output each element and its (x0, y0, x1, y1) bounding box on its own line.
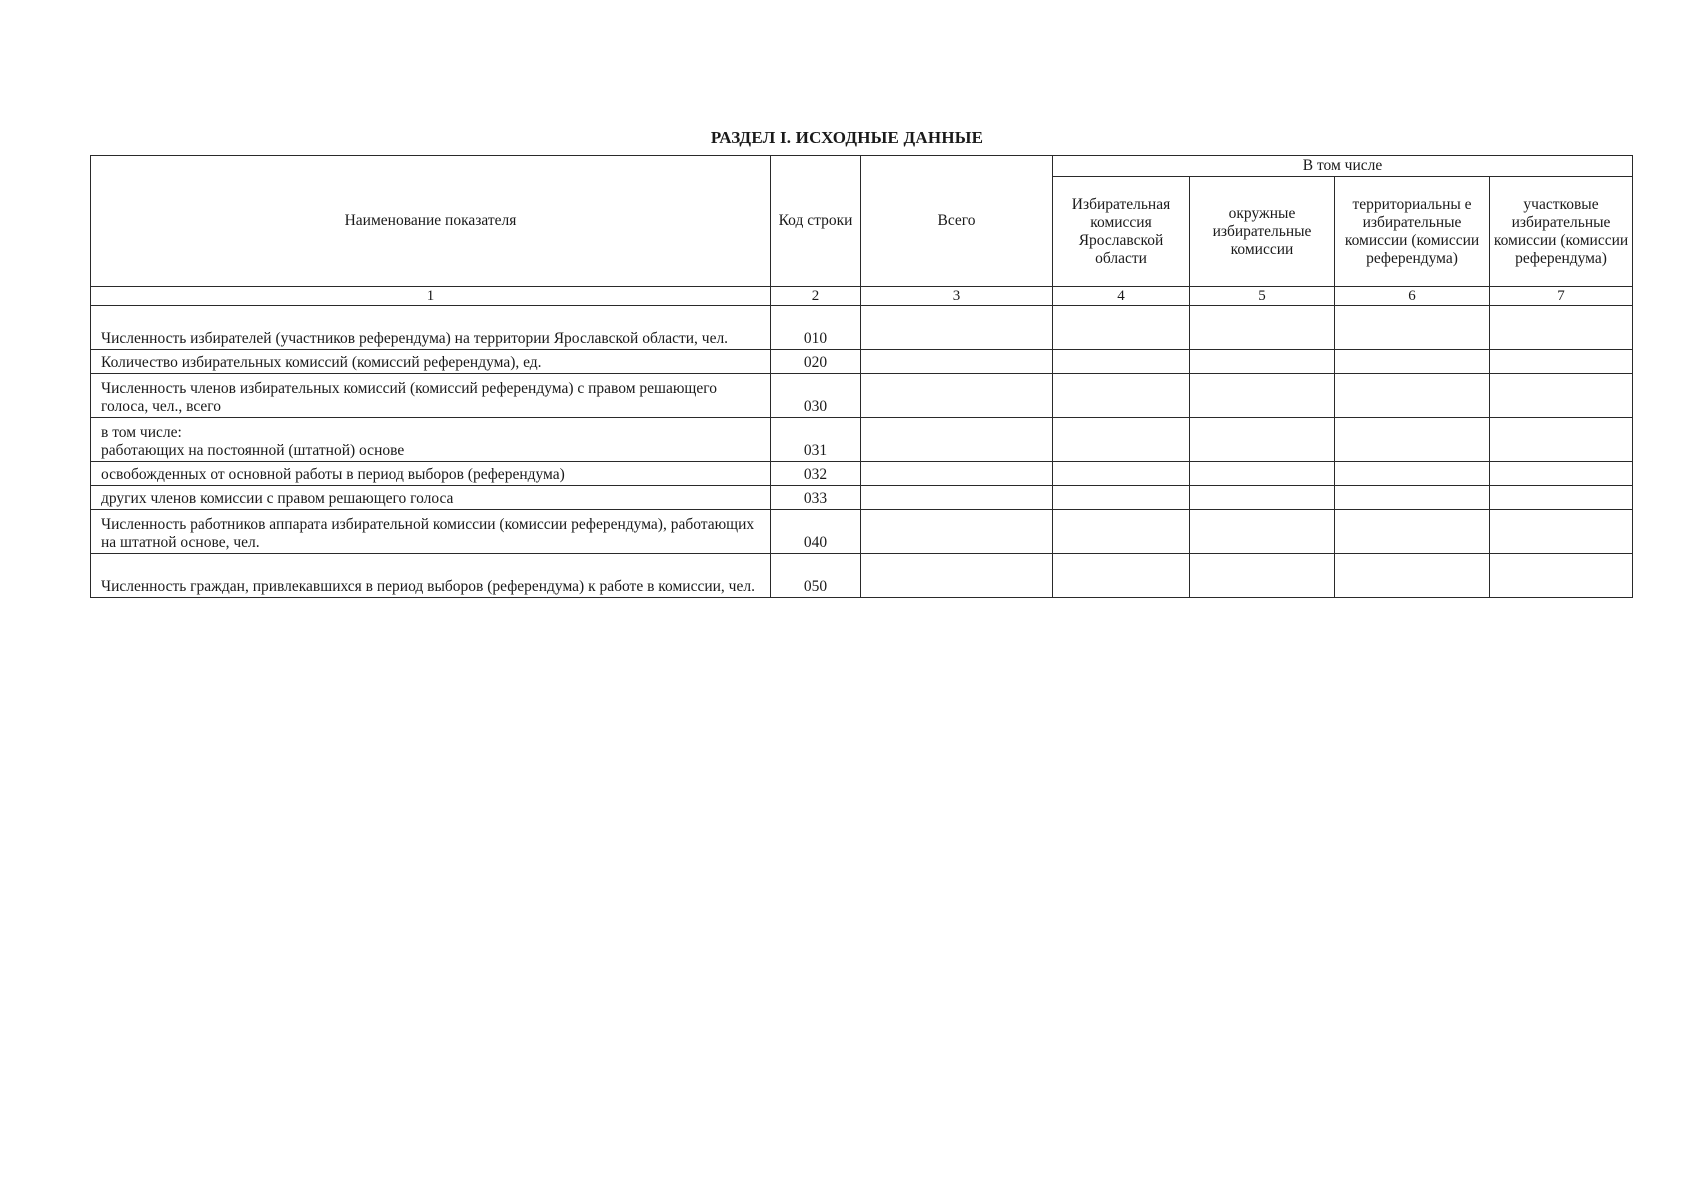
row-code: 040 (771, 510, 861, 554)
value-cell[interactable] (861, 554, 1053, 598)
row-code: 032 (771, 462, 861, 486)
value-cell[interactable] (1335, 306, 1490, 350)
value-cell[interactable] (1190, 306, 1335, 350)
row-name: Численность членов избирательных комиссий (комиссий референдума) с правом решающего голоса, чел., всего (91, 374, 771, 418)
value-cell[interactable] (1190, 418, 1335, 462)
row-name: освобожденных от основной работы в период выборов (референдума) (91, 462, 771, 486)
row-name: Численность избирателей (участников референдума) на территории Ярославской области, чел. (91, 306, 771, 350)
value-cell[interactable] (1053, 374, 1190, 418)
row-code: 050 (771, 554, 861, 598)
value-cell[interactable] (861, 418, 1053, 462)
value-cell[interactable] (1490, 486, 1633, 510)
column-number: 5 (1190, 287, 1335, 306)
value-cell[interactable] (861, 462, 1053, 486)
column-number: 6 (1335, 287, 1490, 306)
column-number: 2 (771, 287, 861, 306)
table-row (91, 306, 1633, 350)
value-cell[interactable] (1490, 510, 1633, 554)
value-cell[interactable] (1190, 462, 1335, 486)
value-cell[interactable] (1053, 554, 1190, 598)
value-cell[interactable] (1053, 462, 1190, 486)
header-regional-commission: Избирательная комиссия Ярославской области (1053, 177, 1190, 287)
row-name-group (91, 418, 771, 462)
value-cell[interactable] (861, 374, 1053, 418)
value-cell[interactable] (861, 350, 1053, 374)
table-row (91, 418, 1633, 462)
table-row (91, 510, 1633, 554)
header-including: В том числе (1053, 156, 1633, 177)
value-cell[interactable] (1335, 350, 1490, 374)
column-number: 7 (1490, 287, 1633, 306)
indicators-table (90, 155, 1633, 598)
value-cell[interactable] (1335, 462, 1490, 486)
value-cell[interactable] (861, 486, 1053, 510)
value-cell[interactable] (1335, 418, 1490, 462)
value-cell[interactable] (1053, 306, 1190, 350)
value-cell[interactable] (1053, 486, 1190, 510)
column-number: 3 (861, 287, 1053, 306)
row-code: 033 (771, 486, 861, 510)
row-name: Численность работников аппарата избирательной комиссии (комиссии референдума), работающих на штатной основе, чел. (91, 510, 771, 554)
value-cell[interactable] (1490, 306, 1633, 350)
header-precinct-commissions: участковые избирательные комиссии (комиссии референдума) (1490, 177, 1633, 287)
value-cell[interactable] (1190, 374, 1335, 418)
table-row (91, 486, 1633, 510)
row-name: работающих на постоянной (штатной) основе (101, 442, 405, 459)
table-row (91, 374, 1633, 418)
row-name: Количество избирательных комиссий (комиссий референдума), ед. (91, 350, 771, 374)
value-cell[interactable] (1053, 418, 1190, 462)
value-cell[interactable] (861, 306, 1053, 350)
header-code: Код строки (771, 156, 861, 287)
value-cell[interactable] (1190, 510, 1335, 554)
row-code: 030 (771, 374, 861, 418)
header-district-commissions: окружные избирательные комиссии (1190, 177, 1335, 287)
row-name: других членов комиссии с правом решающего голоса (91, 486, 771, 510)
value-cell[interactable] (1490, 554, 1633, 598)
value-cell[interactable] (1335, 486, 1490, 510)
value-cell[interactable] (1190, 554, 1335, 598)
column-number: 1 (91, 287, 771, 306)
row-code: 010 (771, 306, 861, 350)
value-cell[interactable] (1335, 510, 1490, 554)
value-cell[interactable] (861, 510, 1053, 554)
section-title: РАЗДЕЛ I. ИСХОДНЫЕ ДАННЫЕ (710, 128, 984, 147)
value-cell[interactable] (1335, 554, 1490, 598)
value-cell[interactable] (1335, 374, 1490, 418)
value-cell[interactable] (1053, 510, 1190, 554)
header-total: Всего (861, 156, 1053, 287)
value-cell[interactable] (1190, 486, 1335, 510)
value-cell[interactable] (1490, 374, 1633, 418)
table-row (91, 554, 1633, 598)
value-cell[interactable] (1053, 350, 1190, 374)
value-cell[interactable] (1490, 418, 1633, 462)
table-row (91, 462, 1633, 486)
table-row (91, 350, 1633, 374)
row-name: Численность граждан, привлекавшихся в период выборов (референдума) к работе в комиссии, чел. (91, 554, 771, 598)
value-cell[interactable] (1490, 462, 1633, 486)
row-name-prefix: в том числе: (101, 424, 182, 441)
column-number: 4 (1053, 287, 1190, 306)
header-territorial-commissions: территориальны е избирательные комиссии (комиссии референдума) (1335, 177, 1490, 287)
value-cell[interactable] (1490, 350, 1633, 374)
row-code: 020 (771, 350, 861, 374)
header-name: Наименование показателя (91, 156, 771, 287)
row-code: 031 (771, 418, 861, 462)
value-cell[interactable] (1190, 350, 1335, 374)
